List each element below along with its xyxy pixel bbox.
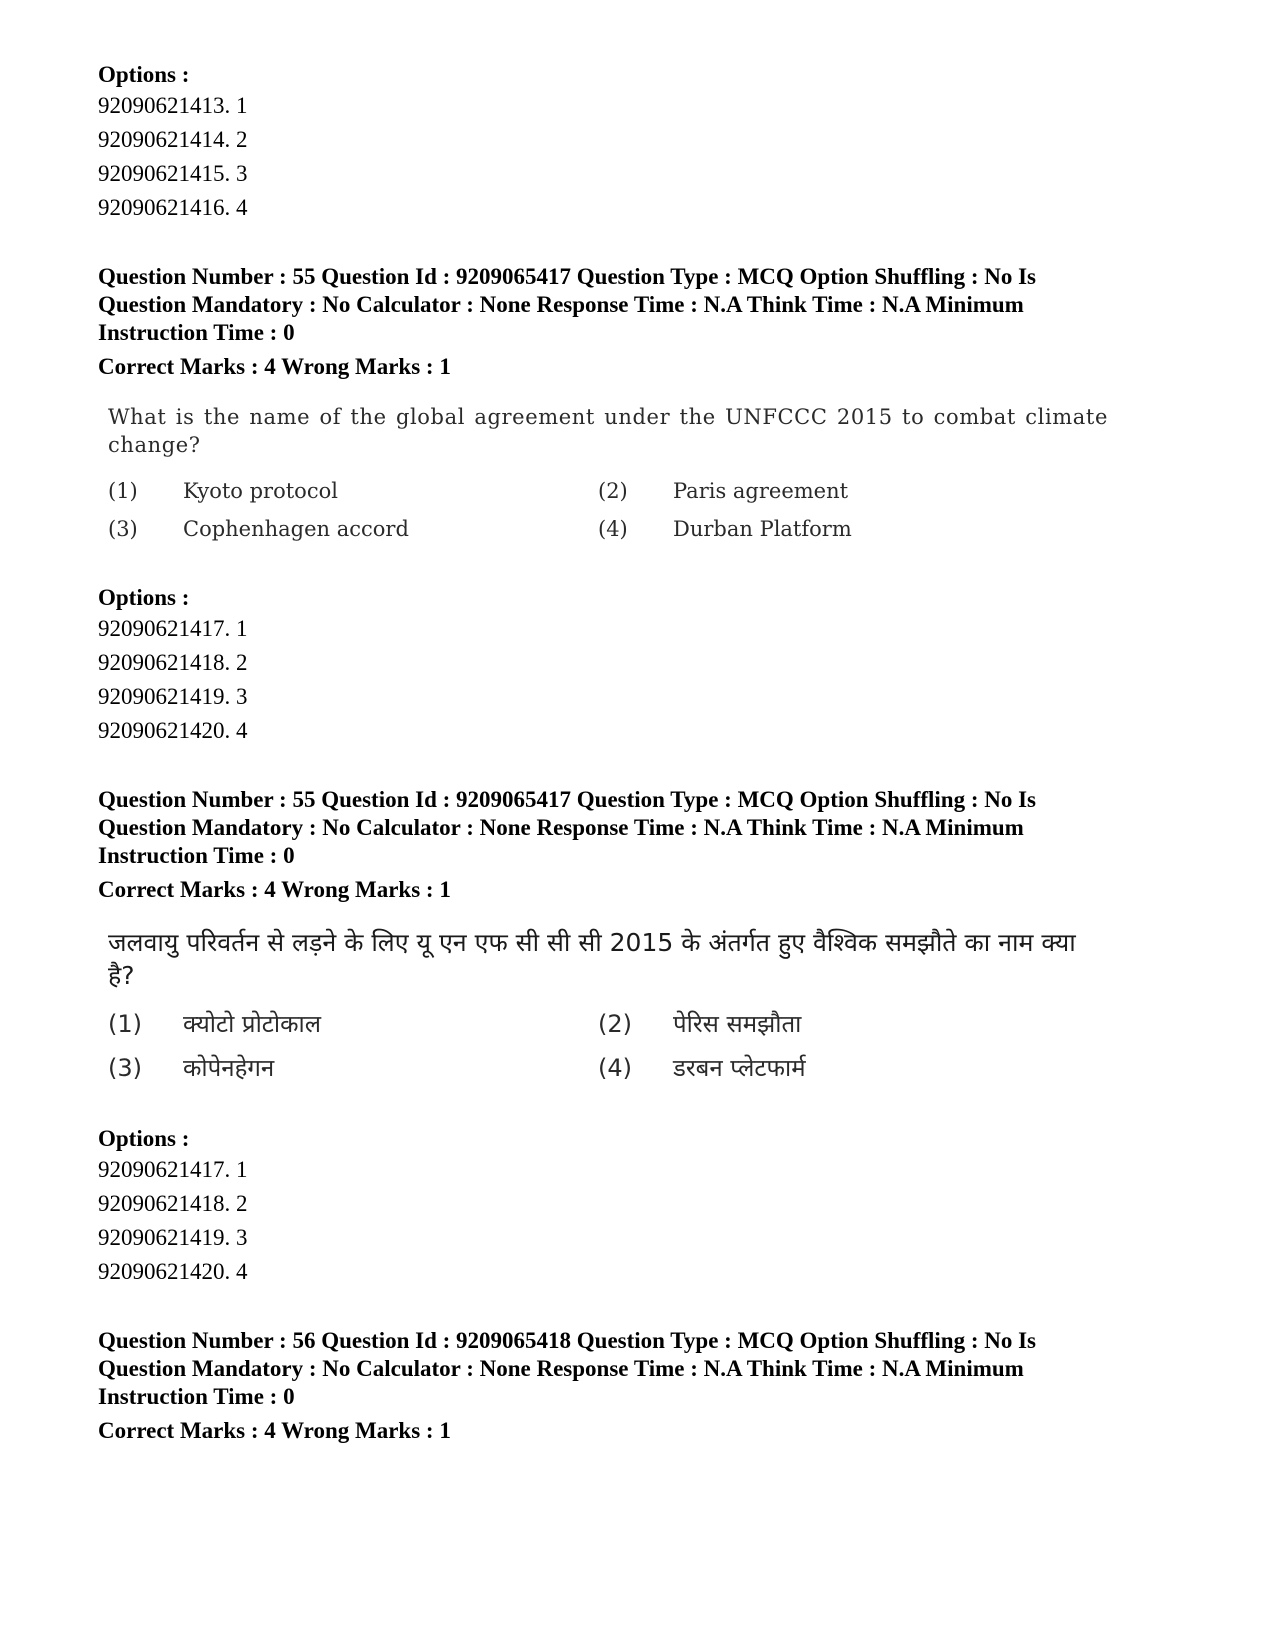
answer-choice <box>598 1008 1088 1040</box>
option-line: 92090621415. 3 <box>98 161 248 186</box>
choice-text: Paris agreement <box>673 479 849 503</box>
option-line: 92090621418. 2 <box>98 650 248 675</box>
options-label: Options : <box>98 62 190 87</box>
choice-number: (2) <box>598 479 628 503</box>
question-meta-line: Question Mandatory : No Calculator : None Response Time : N.A Think Time : N.A Minimum <box>98 292 1024 317</box>
choice-number: (2) <box>598 1010 632 1038</box>
option-line: 92090621414. 2 <box>98 127 248 152</box>
option-line: 92090621417. 1 <box>98 616 248 641</box>
answer-choice <box>108 1052 598 1084</box>
choice-text: Kyoto protocol <box>183 479 338 503</box>
option-line: 92090621417. 1 <box>98 1157 248 1182</box>
options-block <box>98 583 1128 748</box>
question-content <box>108 403 1128 543</box>
answer-choice <box>108 477 598 505</box>
question-meta-line: Instruction Time : 0 <box>98 320 295 345</box>
answer-choice <box>598 477 1088 505</box>
option-line: 92090621419. 3 <box>98 1225 248 1250</box>
answer-choices <box>108 1008 1128 1084</box>
choice-text: क्योटो प्रोटोकाल <box>183 1010 322 1038</box>
option-line: 92090621413. 1 <box>98 93 248 118</box>
options-block-1 <box>98 60 1128 225</box>
choice-number: (3) <box>108 1054 142 1082</box>
question-56 <box>98 1327 1128 1445</box>
option-line: 92090621420. 4 <box>98 1259 248 1284</box>
question-text: जलवायु परिवर्तन से लड़ने के लिए यू एन एफ सी सी सी 2015 के अंतर्गत हुए वैश्विक समझौते का नाम क्या है? <box>108 928 1076 990</box>
answer-choice <box>108 1008 598 1040</box>
question-55-hindi <box>98 786 1128 1289</box>
options-label: Options : <box>98 1126 190 1151</box>
question-meta-line: Question Number : 55 Question Id : 9209065417 Question Type : MCQ Option Shuffling : No Is <box>98 264 1037 289</box>
question-text: What is the name of the global agreement under the UNFCCC 2015 to combat climate change? <box>108 405 1108 457</box>
choice-number: (4) <box>598 1054 632 1082</box>
question-meta-line: Instruction Time : 0 <box>98 843 295 868</box>
choice-number: (4) <box>598 517 628 541</box>
answer-choice <box>598 515 1088 543</box>
document-page <box>98 60 1128 1445</box>
choice-number: (3) <box>108 517 138 541</box>
answer-choice <box>108 515 598 543</box>
question-meta-line: Instruction Time : 0 <box>98 1384 295 1409</box>
question-content <box>108 926 1128 1084</box>
options-label: Options : <box>98 585 190 610</box>
question-55-english <box>98 263 1128 748</box>
question-meta-line: Question Number : 55 Question Id : 9209065417 Question Type : MCQ Option Shuffling : No Is <box>98 787 1037 812</box>
choice-text: कोपेनहेगन <box>183 1054 275 1082</box>
answer-choice <box>598 1052 1088 1084</box>
answer-choices <box>108 477 1128 543</box>
option-line: 92090621419. 3 <box>98 684 248 709</box>
choice-number: (1) <box>108 479 138 503</box>
marks-line: Correct Marks : 4 Wrong Marks : 1 <box>98 354 451 379</box>
marks-line: Correct Marks : 4 Wrong Marks : 1 <box>98 877 451 902</box>
choice-text: पेरिस समझौता <box>673 1010 802 1038</box>
choice-text: Cophenhagen accord <box>183 517 409 541</box>
marks-line: Correct Marks : 4 Wrong Marks : 1 <box>98 1418 451 1443</box>
choice-number: (1) <box>108 1010 142 1038</box>
question-meta-line: Question Number : 56 Question Id : 9209065418 Question Type : MCQ Option Shuffling : No Is <box>98 1328 1037 1353</box>
option-line: 92090621420. 4 <box>98 718 248 743</box>
choice-text: डरबन प्लेटफार्म <box>673 1054 806 1082</box>
choice-text: Durban Platform <box>673 517 852 541</box>
question-meta-line: Question Mandatory : No Calculator : None Response Time : N.A Think Time : N.A Minimum <box>98 1356 1024 1381</box>
options-block <box>98 1124 1128 1289</box>
option-line: 92090621416. 4 <box>98 195 248 220</box>
question-meta-line: Question Mandatory : No Calculator : None Response Time : N.A Think Time : N.A Minimum <box>98 815 1024 840</box>
option-line: 92090621418. 2 <box>98 1191 248 1216</box>
